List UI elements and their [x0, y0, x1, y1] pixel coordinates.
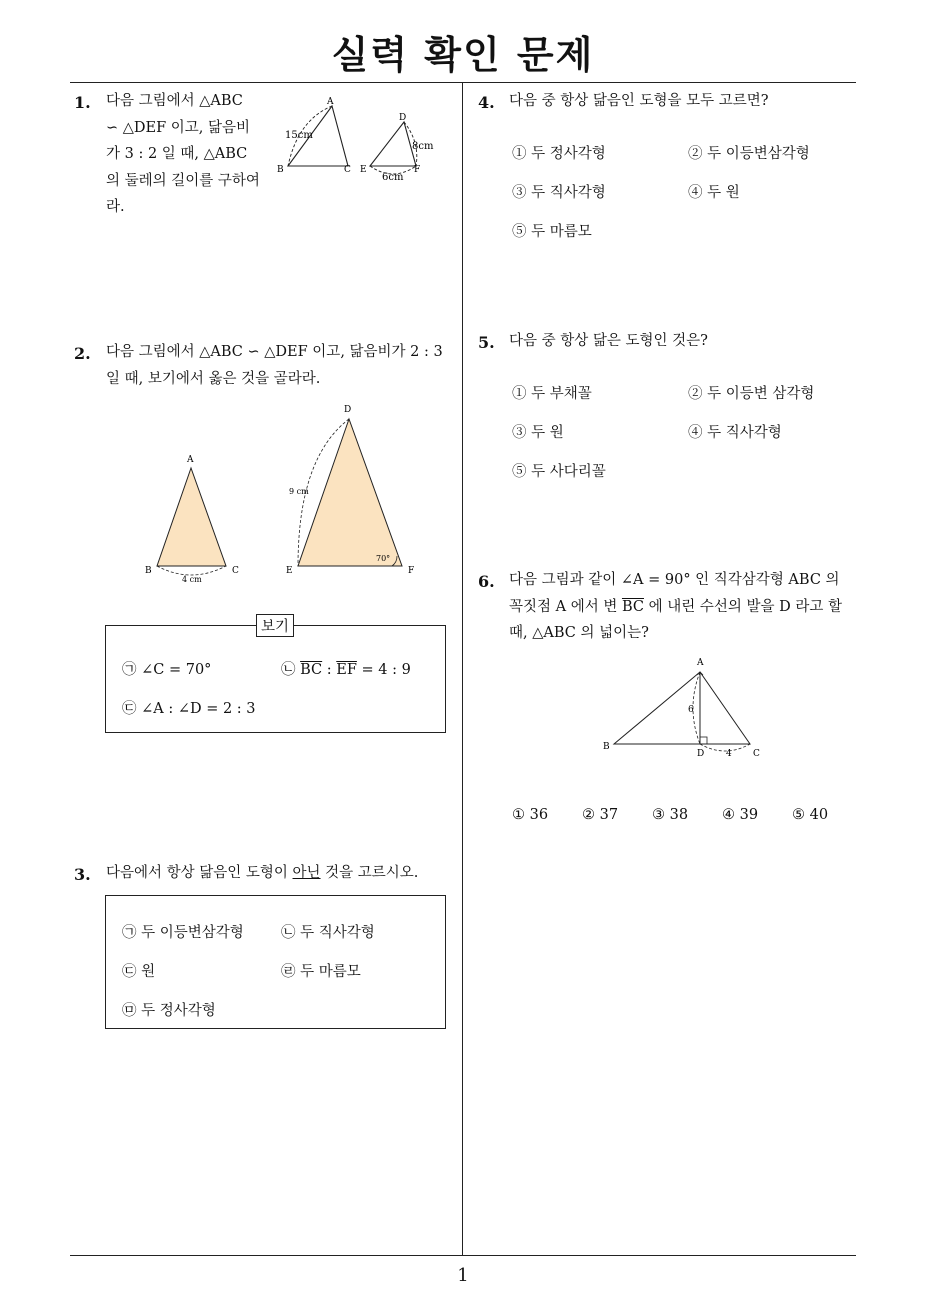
text-line: 때, △ABC 의 넓이는? — [509, 625, 649, 641]
answer-option[interactable]: ② 37 — [582, 807, 619, 823]
question-number: 4. — [478, 93, 495, 112]
vertex-label: A — [187, 455, 194, 465]
vertex-label: C — [753, 749, 760, 759]
text-line: 꼭짓점 A 에서 변 $\overline{BC}$ 에 내린 수선의 발을 D 라고 할 — [509, 598, 842, 615]
question-text — [509, 567, 864, 647]
length-label: 15cm — [285, 130, 313, 141]
vertex-label: A — [327, 97, 334, 107]
length-label: 4 cm — [182, 575, 202, 584]
answer-option[interactable]: ③ 38 — [652, 807, 689, 823]
vertex-label: B — [277, 165, 284, 175]
length-label: 6cm — [382, 172, 404, 183]
similar-triangles-figure-1 — [270, 92, 440, 187]
text-line: 다음 그림에서 △ABC — [106, 93, 243, 109]
question-text — [106, 339, 461, 392]
vertex-label: B — [145, 566, 152, 576]
question-text — [106, 88, 271, 221]
question-number: 2. — [74, 344, 91, 363]
text-line: 의 둘레의 길이를 구하여 — [106, 172, 260, 189]
answer-option[interactable]: ④ 두 직사각형 — [688, 425, 782, 441]
text-line: 라. — [106, 199, 125, 215]
vertex-label: D — [697, 749, 705, 759]
question-number: 3. — [74, 865, 91, 884]
vertex-label: A — [697, 658, 704, 668]
triangle-abc — [157, 468, 226, 566]
vertex-label: B — [603, 742, 610, 752]
answer-option[interactable]: ⑤ 40 — [792, 807, 829, 823]
vertex-label: C — [232, 566, 239, 576]
choice-item: ㉡ $\overline{BC}$ : $\overline{EF} = 4$ : 9 — [281, 662, 411, 678]
choice-item: ㉣ 두 마름모 — [281, 964, 361, 980]
text-line: 다음 그림과 같이 ∠A = 90° 인 직각삼각형 ABC 의 — [509, 572, 840, 588]
page-title: 실력 확인 문제 — [331, 33, 595, 77]
question-text: 다음에서 항상 닮음인 도형이 아닌 것을 고르시오. — [106, 865, 419, 881]
length-label: 8cm — [412, 141, 434, 152]
answer-option[interactable]: ③ 두 원 — [512, 425, 564, 441]
question-text: 다음 중 항상 닮은 도형인 것은? — [509, 333, 708, 349]
text-line: 가 3 : 2 일 때, △ABC — [106, 146, 248, 162]
answer-option[interactable]: ④ 두 원 — [688, 185, 740, 201]
question-number: 5. — [478, 333, 495, 352]
text-line: 일 때, 보기에서 옳은 것을 골라라. — [106, 370, 321, 387]
length-label: 4 — [726, 749, 732, 759]
answer-option[interactable]: ② 두 이등변삼각형 — [688, 146, 810, 162]
vertex-label: E — [360, 165, 367, 175]
text-line: ∽ △DEF 이고, 닮음비 — [106, 119, 251, 136]
question-text: 다음 중 항상 닮음인 도형을 모두 고르면? — [509, 93, 769, 109]
column-divider — [462, 83, 463, 1256]
answer-option[interactable]: ① 두 부채꼴 — [512, 386, 592, 402]
choice-item: ㉡ 두 직사각형 — [281, 925, 375, 941]
length-label: 9 cm — [289, 487, 309, 496]
answer-option[interactable]: ① 36 — [512, 807, 549, 823]
vertex-label: F — [414, 165, 421, 175]
text-line: 다음 그림에서 △ABC ∽ △DEF 이고, 닮음비가 2 : 3 — [106, 344, 443, 360]
triangle-def — [298, 419, 402, 566]
question-number: 1. — [74, 93, 91, 112]
answer-option[interactable]: ④ 39 — [722, 807, 759, 823]
box-tag: 보기 — [256, 614, 294, 637]
answer-option[interactable]: ⑤ 두 마름모 — [512, 224, 592, 240]
choice-item: ㉠ ∠C = 70° — [122, 662, 212, 678]
vertex-label: F — [408, 566, 415, 576]
answer-option[interactable]: ② 두 이등변 삼각형 — [688, 386, 815, 402]
answer-option[interactable]: ① 두 정사각형 — [512, 146, 606, 162]
answer-option[interactable]: ③ 두 직사각형 — [512, 185, 606, 201]
vertex-label: D — [399, 113, 407, 123]
vertex-label: D — [344, 405, 352, 415]
right-triangle-figure — [598, 652, 768, 762]
vertex-label: C — [344, 165, 351, 175]
choice-item: ㉢ 원 — [122, 964, 156, 980]
choice-item: ㉠ 두 이등변삼각형 — [122, 925, 244, 941]
choice-item: ㉢ ∠A : ∠D = 2 : 3 — [122, 701, 256, 717]
bottom-rule — [70, 1255, 856, 1256]
angle-label: 70° — [376, 554, 391, 563]
length-label: 6 — [688, 705, 694, 715]
vertex-label: E — [286, 566, 293, 576]
answer-option[interactable]: ⑤ 두 사다리꼴 — [512, 464, 606, 480]
similar-triangles-figure-2 — [140, 398, 430, 588]
page-number: 1 — [457, 1265, 469, 1286]
choice-item: ㉤ 두 정사각형 — [122, 1003, 216, 1019]
top-rule — [70, 82, 856, 83]
question-number: 6. — [478, 572, 495, 591]
